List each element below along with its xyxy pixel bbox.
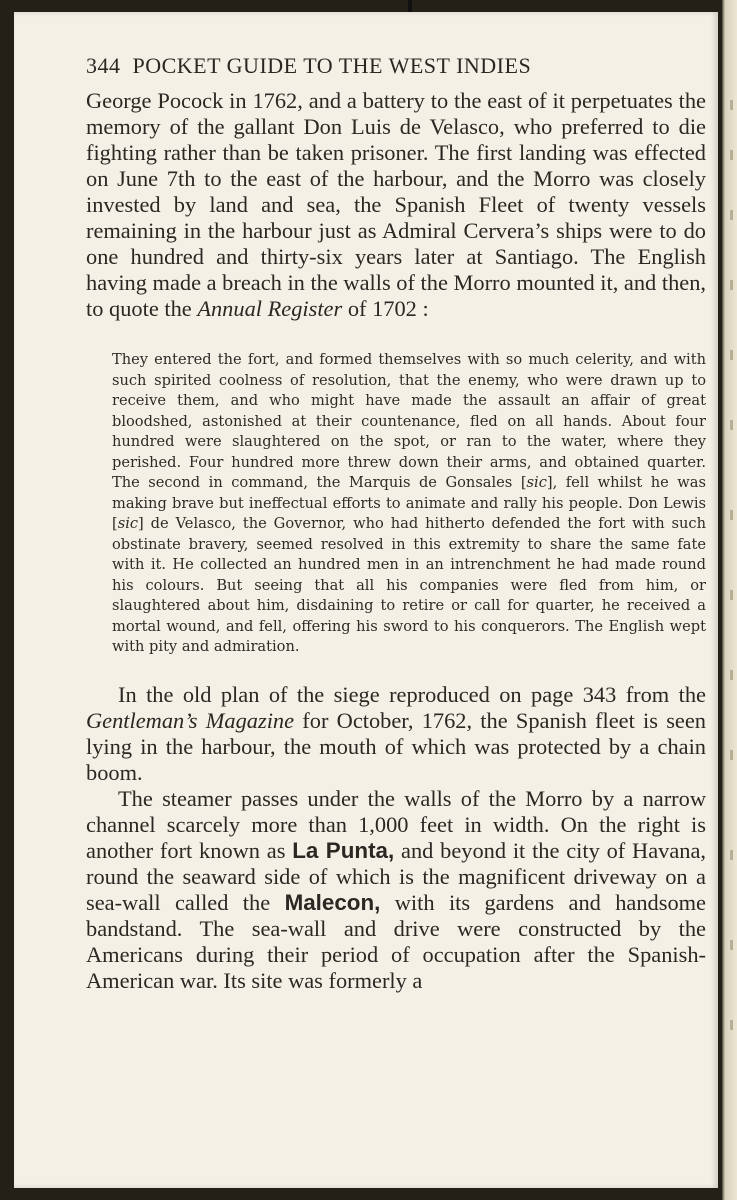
running-header <box>86 44 706 88</box>
gentlemans-magazine-title: Gentleman’s Magazine <box>86 707 295 733</box>
text: They entered the fort, and formed themselves with so much celerity, and with such spirited coolness of resolution, that the enemy, who were drawn up to receive them, and who might have made the assault an affair of great bloodshed, astonished at their countenance, fled on all hands. About four hundred were slaughtered on the spot, or ran to the water, where they perished. Four hundred more threw down their arms, and obtained quarter. The second in command, the Marquis de Gonsales [ <box>112 351 706 491</box>
la-punta-name: La Punta, <box>292 837 395 863</box>
sic-note: sic <box>117 515 139 532</box>
running-title: POCKET GUIDE TO THE WEST INDIES <box>132 53 532 78</box>
malecon-name: Malecon, <box>284 889 381 915</box>
text: The steamer passes under the walls of the Morro by a narrow channel scarcely more than 1,000 feet in width. On the right is another fort known as <box>86 785 706 863</box>
annual-register-title: Annual Register <box>197 296 343 321</box>
text: ] de Velasco, the Governor, who had hitherto defended the fort with such obstinate bravery, seemed resolved in this extremity to share the same fate with it. He collected an hundred men in an intrenchment he had made round his colours. But seeing that all his companies were fled from him, or slaughtered about him, disdaining to retire or call for quarter, he received a mortal wound, and fell, offering his sword to his conquerors. The English wept with pity and admiration. <box>112 515 706 655</box>
text: ], fell whilst he was making brave but ineffectual efforts to animate and rally his people. Don Lewis [ <box>112 474 706 532</box>
paragraph-velasco <box>86 88 706 322</box>
page-number: 344 <box>86 53 121 78</box>
facing-page-text-fragments <box>730 90 736 1090</box>
text: for October, 1762, the Spanish fleet is seen lying in the harbour, the mouth of which was protected by a chain boom. <box>86 707 707 785</box>
sic-note: sic <box>526 474 547 491</box>
block-quote <box>86 350 706 658</box>
text: In the old plan of the siege reproduced on page 343 from the <box>118 681 706 707</box>
paragraph-havana <box>86 786 706 994</box>
paragraph-siege-plan <box>86 682 706 786</box>
text: George Pocock in 1762, and a battery to the east of it perpetuates the memory of the gallant Don Luis de Velasco, who preferred to die fighting rather than be taken prisoner. The first landing was effected on June 7th to the east of the harbour, and the Morro was closely invested by land and sea, the Spanish Fleet of twenty vessels remaining in the harbour just as Admiral Cervera’s ships were to do one hundred and thirty-six years later at Santiago. The English having made a breach in the walls of the Morro mounted it, and then, to quote the <box>86 88 706 321</box>
text: of 1702 : <box>342 296 429 321</box>
text: and beyond it the city of Havana, round the seaward side of which is the magnificent driveway on a sea-wall called the <box>86 837 706 915</box>
page-content <box>86 44 706 994</box>
text: with its gardens and handsome bandstand. The sea-wall and drive were constructed by the Americans during their period of occupation after the Spanish-American war. Its site was formerly a <box>86 889 706 993</box>
